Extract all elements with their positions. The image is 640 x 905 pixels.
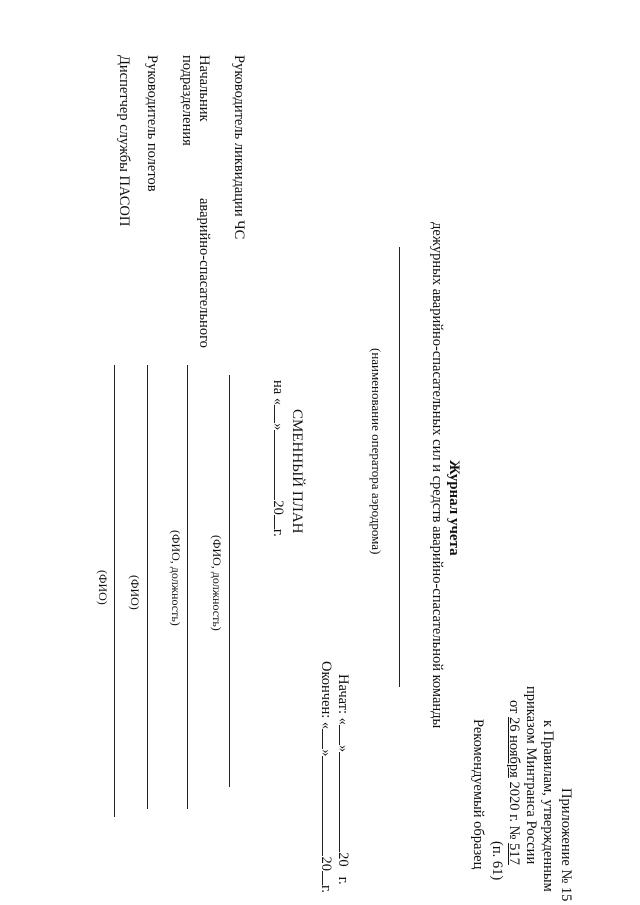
started-label: Начат: « <box>335 674 351 725</box>
role-flight-caption: (ФИО) <box>128 575 142 610</box>
shift-plan-year: 20 <box>270 500 286 515</box>
appendix-line-4 <box>506 700 521 865</box>
appendix-number: 517 <box>506 843 522 865</box>
finished-label: Окончен: « <box>318 661 334 730</box>
role-dispatcher-caption: (ФИО) <box>96 570 110 605</box>
shift-plan-suffix: г. <box>270 528 286 537</box>
recommended-sample: Рекомендуемый образец <box>470 719 486 870</box>
shift-plan-on: на « <box>270 380 286 406</box>
role-flight-line <box>147 365 148 809</box>
appendix-from: от <box>506 700 522 718</box>
appendix-line-1: Приложение № 15 <box>558 788 574 902</box>
finished-suffix: г. <box>318 884 334 893</box>
role-flight-label: Руководитель полетов <box>144 55 160 192</box>
started-row <box>334 674 351 885</box>
role-chs-line <box>229 375 230 787</box>
started-quote: » <box>335 744 351 753</box>
role-rescue-line <box>187 365 188 809</box>
appendix-line-3: приказом Минтранса России <box>523 686 539 865</box>
role-chs-caption: (ФИО, должность) <box>210 535 224 631</box>
shift-plan-date-row <box>269 380 286 537</box>
started-suffix: г. <box>335 876 351 885</box>
appendix-date: 26 ноября <box>506 717 522 778</box>
role-chs-label: Руководитель ликвидации ЧС <box>231 55 247 240</box>
operator-caption: (наименование оператора аэродрома) <box>369 348 384 555</box>
shift-plan-title: СМЕННЫЙ ПЛАН <box>289 409 305 534</box>
finished-quote: » <box>318 749 334 757</box>
shift-plan-quote: » <box>270 423 286 431</box>
role-dispatcher-label: Диспетчер службы ПАСОП <box>116 55 132 227</box>
finished-year: 20 <box>318 856 334 871</box>
finished-row <box>317 661 334 893</box>
appendix-line-5: (п. 61) <box>489 841 505 881</box>
journal-subtitle: дежурных аварийно-спасательных сил и средств аварийно-спасательной команды <box>429 222 445 729</box>
journal-title: Журнал учета <box>446 460 462 556</box>
role-rescue-label-b: аварийно-спасательного <box>196 198 212 348</box>
started-year: 20 <box>335 852 351 867</box>
role-rescue-caption: (ФИО, должность) <box>169 530 183 626</box>
appendix-year-no: 2020 г. № <box>506 777 522 844</box>
role-dispatcher-line <box>114 365 115 817</box>
role-rescue-label-a: Начальник <box>196 55 212 122</box>
role-rescue-label-c: подразделения <box>179 55 195 146</box>
appendix-line-2: к Правилам, утвержденным <box>540 720 556 892</box>
operator-name-line <box>399 247 400 687</box>
